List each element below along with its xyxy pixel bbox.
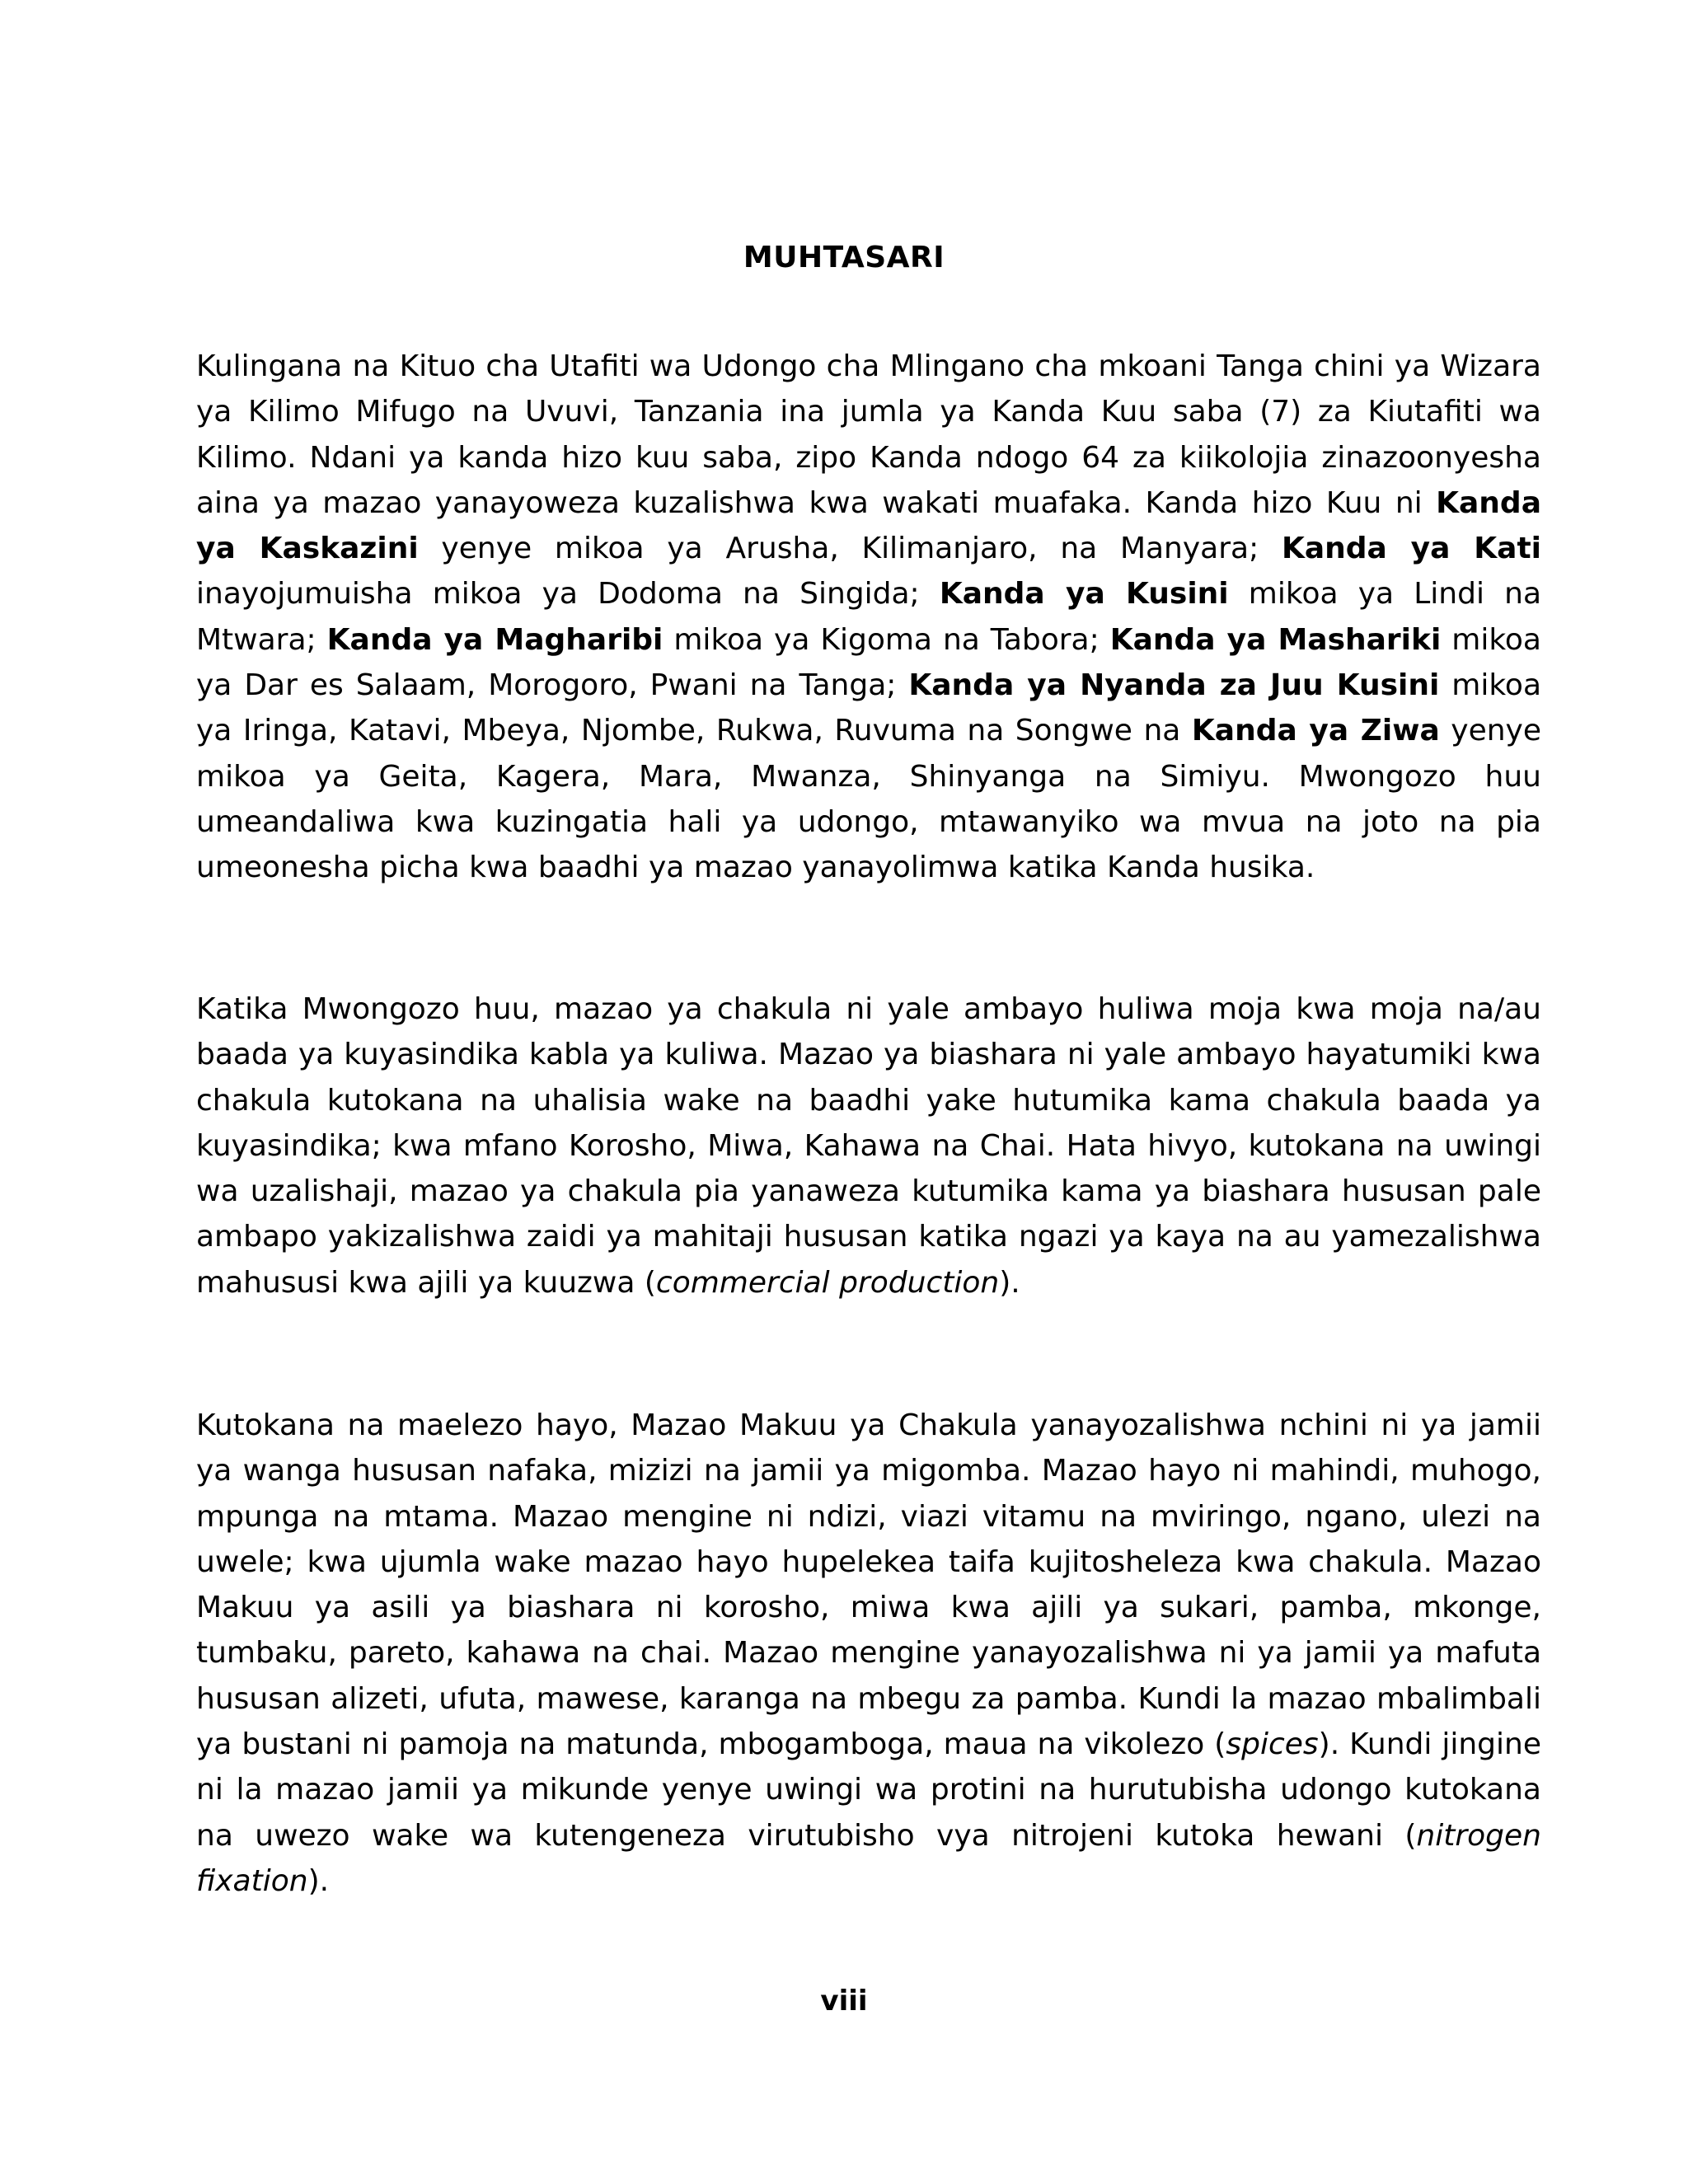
zone-name-ziwa: Kanda ya Ziwa bbox=[1191, 714, 1440, 748]
zone-name-nyanda-za-juu-kusini: Kanda ya Nyanda za Juu Kusini bbox=[908, 668, 1440, 703]
paragraph-main-crops bbox=[196, 1403, 1541, 1904]
paragraph-crop-definitions bbox=[196, 987, 1541, 1305]
page-number: viii bbox=[820, 1985, 868, 2018]
zone-name-kusini: Kanda ya Kusini bbox=[939, 577, 1229, 612]
text-run: yenye mikoa ya Arusha, Kilimanjaro, na Manyara; bbox=[418, 532, 1282, 566]
zone-name-mashariki: Kanda ya Mashariki bbox=[1109, 622, 1442, 657]
text-run: Kutokana na maelezo hayo, Mazao Makuu ya Chakula yanayozalishwa nchini ni ya jamii ya wanga hususan nafaka, mizizi na jamii ya migomba. Mazao hayo ni mahindi, muhogo, mpunga na mtama. Mazao mengine ni ndizi, viazi vitamu na mviringo, ngano, ulezi na uwele; kwa ujumla wake mazao hayo hupelekea taifa kujitosheleza kwa chakula. Mazao Makuu ya asili ya biashara ni korosho, miwa kwa ajili ya sukari, pamba, mkonge, tumbaku, pareto, kahawa na chai. Mazao mengine yanayozalishwa ni ya jamii ya mafuta hususan alizeti, ufuta, mawese, karanga na mbegu za pamba. Kundi la mazao mbalimbali ya bustani ni pamoja na matunda, mbogamboga, maua na vikolezo ( bbox=[196, 1408, 1541, 1762]
zone-name-kati: Kanda ya Kati bbox=[1281, 532, 1541, 566]
text-run: mikoa ya Dar es Salaam, Morogoro, Pwani na Tanga; bbox=[196, 622, 1541, 703]
italic-term: commercial production bbox=[655, 1265, 1000, 1300]
text-run: Katika Mwongozo huu, mazao ya chakula ni yale ambayo huliwa moja kwa moja na/au baada ya kuyasindika kabla ya kuliwa. Mazao ya biashara ni yale ambayo hayatumiki kwa chakula kutokana na uhalisia wake na baadhi yake hutumika kama chakula baada ya kuyasindika; kwa mfano Korosho, Miwa, Kahawa na Chai. Hata hivyo, kutokana na uwingi wa uzalishaji, mazao ya chakula pia yanaweza kutumika kama ya biashara hususan pale ambapo yakizalishwa zaidi ya mahitaji hususan katika ngazi ya kaya na au yamezalishwa mahususi kwa ajili ya kuuzwa ( bbox=[196, 992, 1541, 1300]
text-run: mikoa ya Iringa, Katavi, Mbeya, Njombe, Rukwa, Ruvuma na Songwe na bbox=[196, 668, 1542, 748]
text-run: Kulingana na Kituo cha Utafiti wa Udongo cha Mlingano cha mkoani Tanga chini ya Wizara ya Kilimo Mifugo na Uvuvi, Tanzania ina jumla ya Kanda Kuu saba (7) za Kiutafiti wa Kilimo. Ndani ya kanda hizo kuu saba, zipo Kanda ndogo 64 za kiikolojia zinazoonyesha aina ya mazao yanayoweza kuzalishwa kwa wakati muafaka. Kanda hizo Kuu ni bbox=[196, 349, 1541, 520]
italic-term: spices bbox=[1226, 1727, 1319, 1762]
text-run: yenye mikoa ya Geita, Kagera, Mara, Mwanza, Shinyanga na Simiyu. Mwongozo huu umeandaliwa kwa kuzingatia hali ya udongo, mtawanyiko wa mvua na joto na pia umeonesha picha kwa baadhi ya mazao yanayolimwa katika Kanda husika. bbox=[196, 714, 1541, 885]
text-run: mikoa ya Lindi na Mtwara; bbox=[196, 577, 1542, 657]
page-title: MUHTASARI bbox=[743, 241, 945, 274]
zone-name-magharibi: Kanda ya Magharibi bbox=[326, 622, 663, 657]
text-run: inayojumuisha mikoa ya Dodoma na Singida; bbox=[196, 577, 940, 612]
italic-term: nitrogen fixation bbox=[196, 1818, 1541, 1898]
zone-name-kaskazini: Kanda ya Kaskazini bbox=[196, 485, 1541, 566]
text-run: ). bbox=[999, 1265, 1020, 1300]
text-run: mikoa ya Kigoma na Tabora; bbox=[663, 622, 1110, 657]
paragraph-zones bbox=[196, 344, 1541, 891]
text-run: ). bbox=[307, 1863, 330, 1898]
text-run: ). Kundi jingine ni la mazao jamii ya mikunde yenye uwingi wa protini na hurutubisha udongo kutokana na uwezo wake wa kutengeneza virutubisho vya nitrojeni kutoka hewani ( bbox=[196, 1727, 1541, 1853]
